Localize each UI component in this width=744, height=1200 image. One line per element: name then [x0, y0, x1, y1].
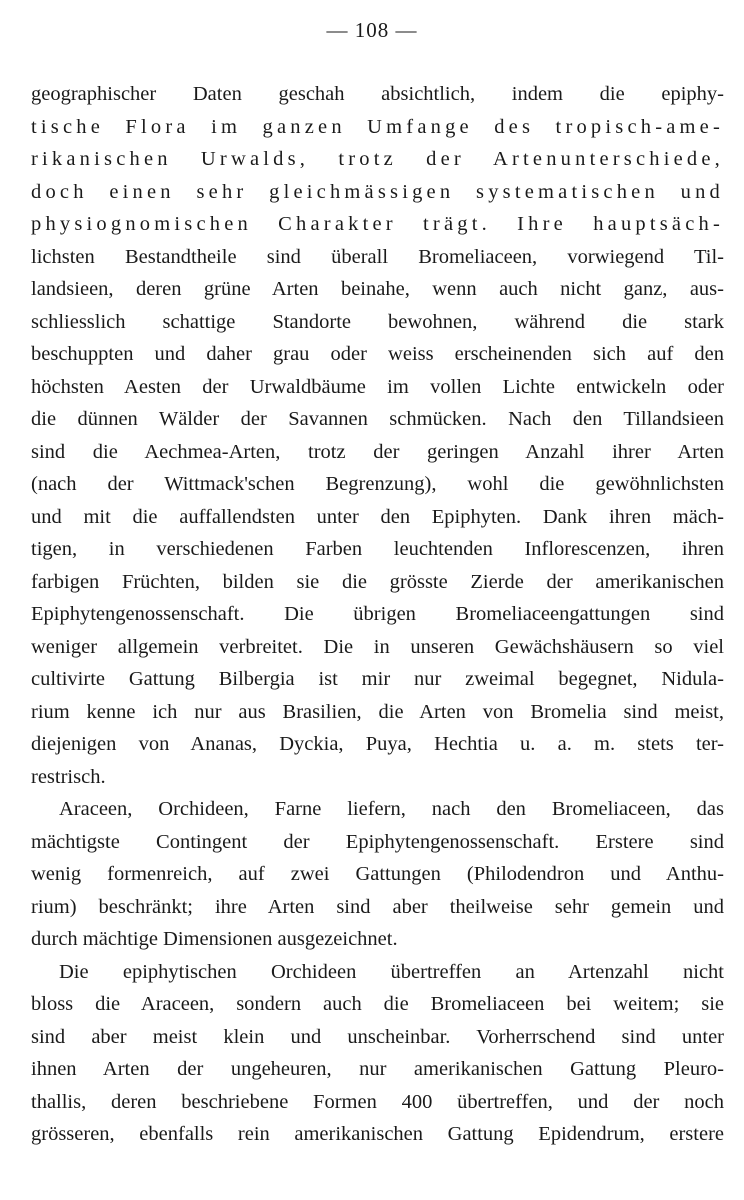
text-line: wenig formenreich, auf zwei Gattungen (Philodendron und Anthu- — [31, 863, 724, 885]
text-line: schliesslich schattige Standorte bewohnen, während die stark — [31, 310, 724, 333]
text-line: restrisch. — [31, 765, 106, 788]
text-line: sind aber meist klein und unscheinbar. Vorherrschend sind unter — [31, 1025, 724, 1048]
text-line: landsieen, deren grüne Arten beinahe, wenn auch nicht ganz, aus- — [31, 278, 724, 300]
text-line: rikanischen Urwalds, trotz der Artenunterschiede, — [31, 148, 724, 170]
text-line: diejenigen von Ananas, Dyckia, Puya, Hechtia u. a. m. stets ter- — [31, 733, 724, 755]
text-line: ihnen Arten der ungeheuren, nur amerikanischen Gattung Pleuro- — [31, 1058, 724, 1080]
text-line: (nach der Wittmack'schen Begrenzung), wohl die gewöhnlichsten — [31, 473, 724, 495]
text-line: mächtigste Contingent der Epiphytengenossenschaft. Erstere sind — [31, 830, 724, 853]
text-line: die dünnen Wälder der Savannen schmücken. Nach den Tillandsieen — [31, 408, 724, 430]
text-line: physiognomischen Charakter trägt. Ihre hauptsäch- — [31, 213, 724, 235]
text-line: weniger allgemein verbreitet. Die in unseren Gewächshäusern so viel — [31, 635, 724, 658]
text-line: geographischer Daten geschah absichtlich, indem die epiphy- — [31, 83, 724, 105]
text-line: lichsten Bestandtheile sind überall Bromeliaceen, vorwiegend Til- — [31, 245, 724, 268]
text-line: beschuppten und daher grau oder weiss erscheinenden sich auf den — [31, 343, 724, 365]
text-line: rium kenne ich nur aus Brasilien, die Arten von Bromelia sind meist, — [31, 700, 724, 723]
text-line: höchsten Aesten der Urwaldbäume im vollen Lichte entwickeln oder — [31, 375, 724, 398]
text-line: doch einen sehr gleichmässigen systematischen und — [31, 180, 724, 203]
text-line: grösseren, ebenfalls rein amerikanischen Gattung Epidendrum, erstere — [31, 1123, 724, 1145]
text-line: cultivirte Gattung Bilbergia ist mir nur zweimal begegnet, Nidula- — [31, 668, 724, 690]
text-line: durch mächtige Dimensionen ausgezeichnet. — [31, 928, 398, 950]
text-line: tische Flora im ganzen Umfange des tropisch-ame- — [31, 115, 724, 138]
text-line: Epiphytengenossenschaft. Die übrigen Bromeliaceengattungen sind — [31, 603, 724, 625]
body-text — [31, 78, 724, 1151]
text-line: tigen, in verschiedenen Farben leuchtenden Inflorescenzen, ihren — [31, 538, 724, 560]
text-line: und mit die auffallendsten unter den Epiphyten. Dank ihren mäch- — [31, 505, 724, 528]
text-line: thallis, deren beschriebene Formen 400 übertreffen, und der noch — [31, 1090, 724, 1113]
page-number: — 108 — — [326, 18, 418, 42]
text-line: Araceen, Orchideen, Farne liefern, nach den Bromeliaceen, das — [59, 798, 724, 820]
text-line: farbigen Früchten, bilden sie die grösste Zierde der amerikanischen — [31, 570, 724, 593]
text-line: Die epiphytischen Orchideen übertreffen an Artenzahl nicht — [59, 960, 724, 983]
text-line: bloss die Araceen, sondern auch die Bromeliaceen bei weitem; sie — [31, 993, 724, 1015]
text-line: rium) beschränkt; ihre Arten sind aber theilweise sehr gemein und — [31, 895, 724, 918]
text-line: sind die Aechmea-Arten, trotz der geringen Anzahl ihrer Arten — [31, 440, 724, 463]
